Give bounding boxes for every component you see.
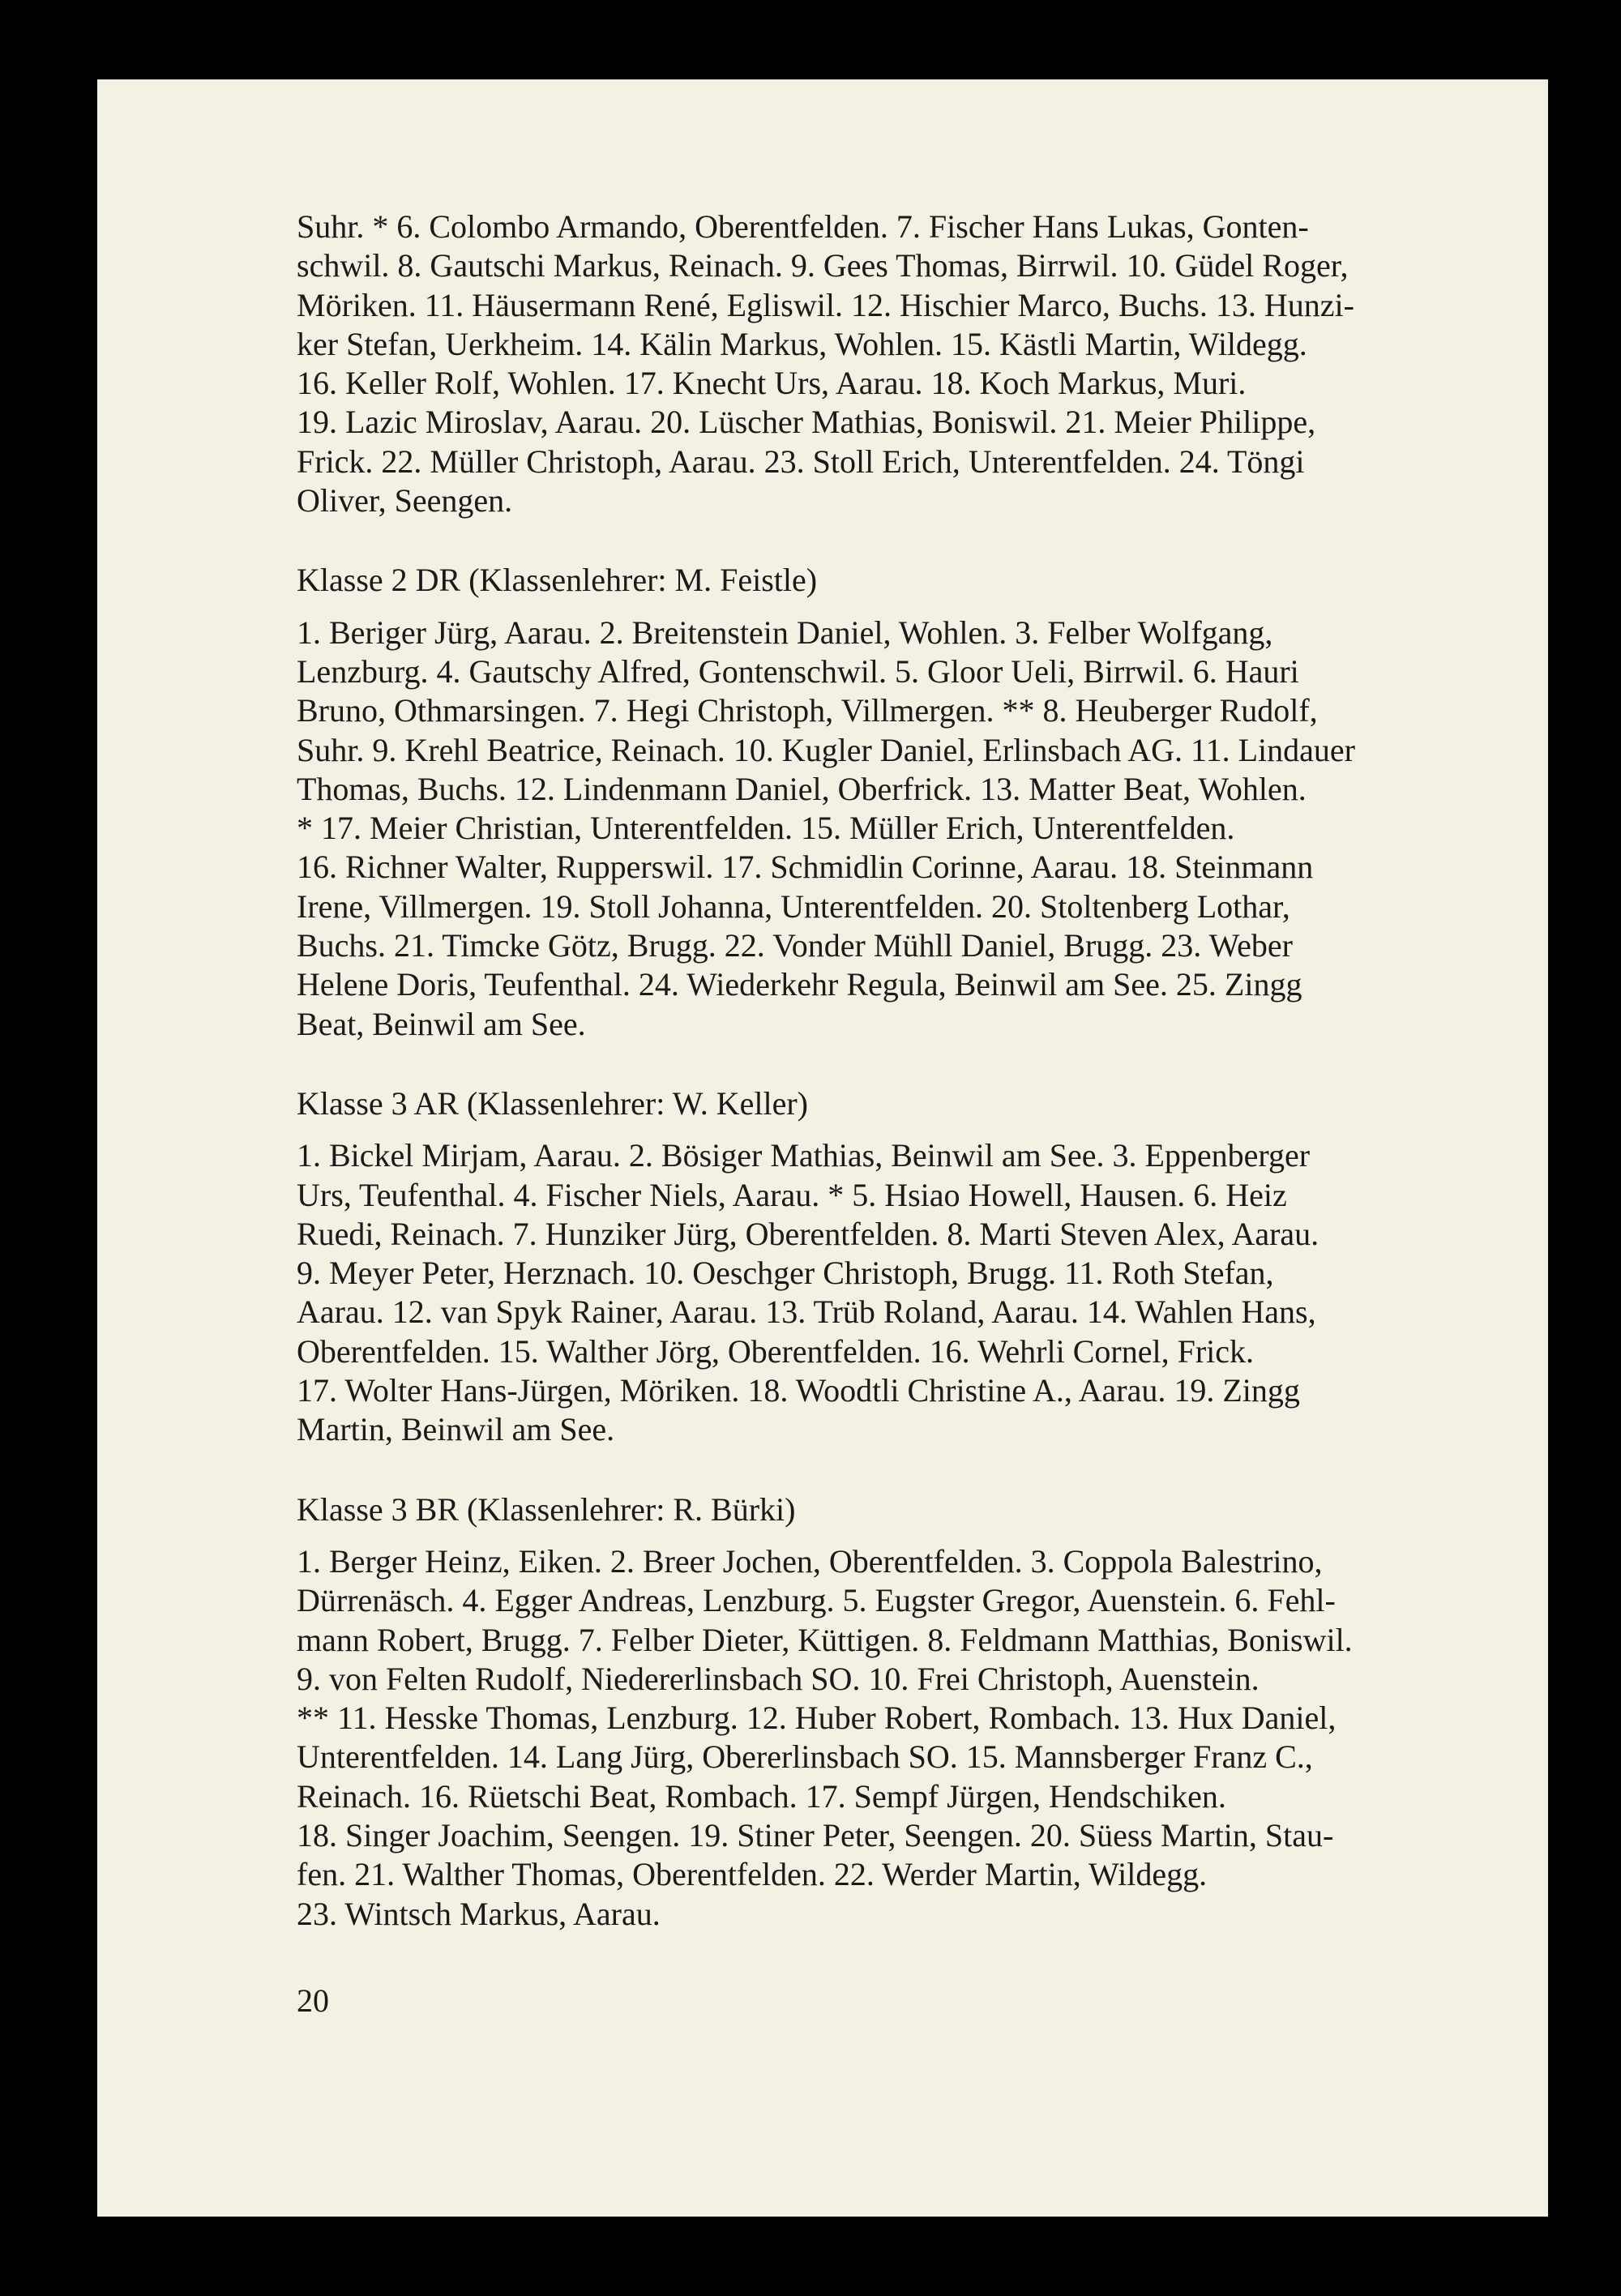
- class-heading: Klasse 2 DR (Klassenlehrer: M. Feistle): [297, 562, 818, 599]
- text-line: 19. Lazic Miroslav, Aarau. 20. Lüscher Mathias, Boniswil. 21. Meier Philippe,: [297, 404, 1316, 441]
- text-line: fen. 21. Walther Thomas, Oberentfelden. 22. Werder Martin, Wildegg.: [297, 1856, 1208, 1893]
- text-line: Beat, Beinwil am See.: [297, 1005, 586, 1042]
- text-line: Suhr. 9. Krehl Beatrice, Reinach. 10. Kugler Daniel, Erlinsbach AG. 11. Lindauer: [297, 731, 1355, 768]
- text-line: Ruedi, Reinach. 7. Hunziker Jürg, Oberentfelden. 8. Marti Steven Alex, Aarau.: [297, 1215, 1319, 1252]
- text-line: Reinach. 16. Rüetschi Beat, Rombach. 17. Sempf Jürgen, Hendschiken.: [297, 1777, 1226, 1815]
- page-number: 20: [297, 1982, 329, 2019]
- text-line: Martin, Beinwil am See.: [297, 1411, 615, 1448]
- class-section-3ar: [297, 1084, 1504, 1450]
- text-line: 9. von Felten Rudolf, Niedererlinsbach SO. 10. Frei Christoph, Auenstein.: [297, 1660, 1260, 1697]
- document-page: [97, 79, 1548, 2217]
- text-line: ** 11. Hesske Thomas, Lenzburg. 12. Huber Robert, Rombach. 13. Hux Daniel,: [297, 1700, 1337, 1737]
- text-line: Suhr. * 6. Colombo Armando, Oberentfelden. 7. Fischer Hans Lukas, Gonten-: [297, 208, 1309, 245]
- text-line: Buchs. 21. Timcke Götz, Brugg. 22. Vonder Mühll Daniel, Brugg. 23. Weber: [297, 927, 1293, 964]
- text-line: 18. Singer Joachim, Seengen. 19. Stiner Peter, Seengen. 20. Süess Martin, Stau-: [297, 1816, 1334, 1853]
- text-line: 1. Bickel Mirjam, Aarau. 2. Bösiger Mathias, Beinwil am See. 3. Eppenberger: [297, 1137, 1311, 1174]
- text-line: mann Robert, Brugg. 7. Felber Dieter, Küttigen. 8. Feldmann Matthias, Boniswil.: [297, 1621, 1353, 1658]
- text-line: Oberentfelden. 15. Walther Jörg, Oberentfelden. 16. Wehrli Cornel, Frick.: [297, 1332, 1255, 1370]
- text-line: Aarau. 12. van Spyk Rainer, Aarau. 13. Trüb Roland, Aarau. 14. Wahlen Hans,: [297, 1293, 1316, 1331]
- text-line: Oliver, Seengen.: [297, 482, 513, 519]
- class-heading: Klasse 3 BR (Klassenlehrer: R. Bürki): [297, 1490, 796, 1528]
- text-line: Lenzburg. 4. Gautschy Alfred, Gontenschwil. 5. Gloor Ueli, Birrwil. 6. Hauri: [297, 652, 1299, 690]
- text-line: Unterentfelden. 14. Lang Jürg, Obererlinsbach SO. 15. Mannsberger Franz C.,: [297, 1738, 1313, 1776]
- class-section-2dr: [297, 561, 1504, 1044]
- text-line: Bruno, Othmarsingen. 7. Hegi Christoph, Villmergen. ** 8. Heuberger Rudolf,: [297, 692, 1318, 729]
- class-heading: Klasse 3 AR (Klassenlehrer: W. Keller): [297, 1084, 808, 1122]
- text-line: 1. Berger Heinz, Eiken. 2. Breer Jochen, Oberentfelden. 3. Coppola Balestrino,: [297, 1542, 1323, 1580]
- text-line: Helene Doris, Teufenthal. 24. Wiederkehr Regula, Beinwil am See. 25. Zingg: [297, 966, 1302, 1003]
- page-content: [297, 207, 1504, 1934]
- continuation-paragraph: [297, 207, 1504, 520]
- text-line: Möriken. 11. Häusermann René, Egliswil. 12. Hischier Marco, Buchs. 13. Hunzi-: [297, 286, 1354, 323]
- text-line: Thomas, Buchs. 12. Lindenmann Daniel, Oberfrick. 13. Matter Beat, Wohlen.: [297, 770, 1307, 807]
- text-line: ker Stefan, Uerkheim. 14. Kälin Markus, Wohlen. 15. Kästli Martin, Wildegg.: [297, 325, 1307, 362]
- text-line: 9. Meyer Peter, Herznach. 10. Oeschger Christoph, Brugg. 11. Roth Stefan,: [297, 1255, 1274, 1292]
- text-line: Frick. 22. Müller Christoph, Aarau. 23. Stoll Erich, Unterentfelden. 24. Töngi: [297, 443, 1305, 480]
- text-line: Dürrenäsch. 4. Egger Andreas, Lenzburg. 5. Eugster Gregor, Auenstein. 6. Fehl-: [297, 1582, 1336, 1619]
- text-line: 1. Beriger Jürg, Aarau. 2. Breitenstein Daniel, Wohlen. 3. Felber Wolfgang,: [297, 614, 1273, 651]
- text-line: 16. Keller Rolf, Wohlen. 17. Knecht Urs, Aarau. 18. Koch Markus, Muri.: [297, 365, 1247, 402]
- text-line: 17. Wolter Hans-Jürgen, Möriken. 18. Woodtli Christine A., Aarau. 19. Zingg: [297, 1372, 1300, 1409]
- text-line: Irene, Villmergen. 19. Stoll Johanna, Unterentfelden. 20. Stoltenberg Lothar,: [297, 887, 1290, 925]
- text-line: schwil. 8. Gautschi Markus, Reinach. 9. Gees Thomas, Birrwil. 10. Güdel Roger,: [297, 247, 1349, 284]
- class-section-3br: [297, 1490, 1504, 1934]
- text-line: Urs, Teufenthal. 4. Fischer Niels, Aarau. * 5. Hsiao Howell, Hausen. 6. Heiz: [297, 1176, 1287, 1213]
- text-line: 16. Richner Walter, Rupperswil. 17. Schmidlin Corinne, Aarau. 18. Steinmann: [297, 849, 1314, 886]
- text-line: 23. Wintsch Markus, Aarau.: [297, 1895, 661, 1932]
- text-line: * 17. Meier Christian, Unterentfelden. 15. Müller Erich, Unterentfelden.: [297, 810, 1235, 847]
